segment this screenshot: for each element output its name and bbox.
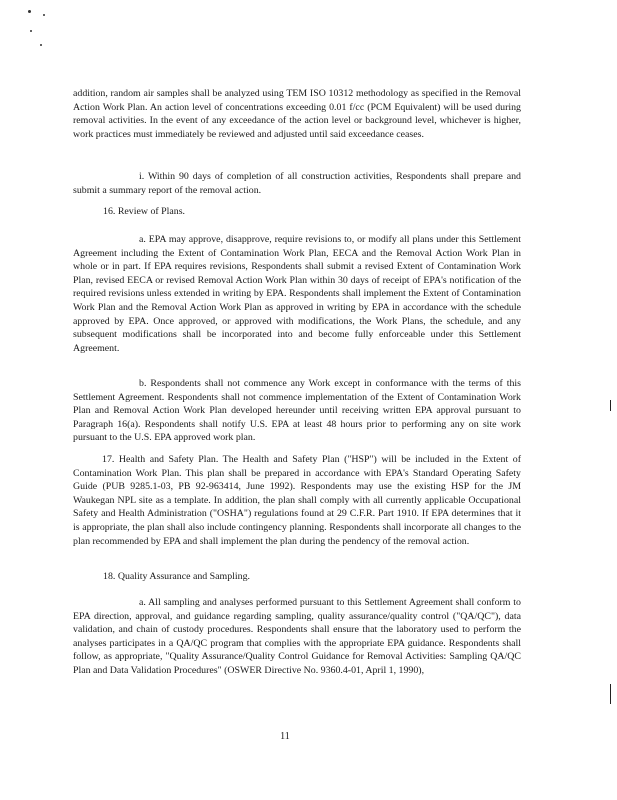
paragraph-16a: a. EPA may approve, disapprove, require revisions to, or modify all plans under this Settlement Agreement including the Extent of Contamination Work Plan, EECA and the Removal Action Work Plan in whole or in part. If EPA requires revisions, Respondents shall submit a revised Extent of Contamination Work Plan, revised EECA or revised Removal Action Work Plan within 30 days of receipt of EPA's notification of the required revisions unless extended in writing by EPA. Respondents shall implement the Extent of Contamination Work Plan and the Removal Action Work Plan as approved in writing by EPA in accordance with the schedule approved by EPA. Once approved, or approved with modifications, the Work Plans, the schedule, and any subsequent modifications shall be incorporated into and become fully enforceable under this Settlement Agreement.	[73, 234, 521, 354]
paragraph-18a: a. All sampling and analyses performed pursuant to this Settlement Agreement shall conform to EPA direction, approval, and guidance regarding sampling, quality assurance/quality control ("QA/QC"), data validation, and chain of custody procedures. Respondents shall ensure that the laboratory used to perform the analyses participates in a QA/QC program that complies with the appropriate EPA guidance. Respondents shall follow, as appropriate, "Quality Assurance/Quality Control Guidance for Removal Activities: Sampling QA/QC Plan and Data Validation Procedures" (OSWER Directive No. 9360.4-01, April 1, 1990),	[73, 597, 521, 676]
scan-speck	[28, 10, 31, 13]
scan-margin-mark	[610, 684, 611, 704]
scan-speck	[40, 44, 42, 46]
paragraph-17: 17. Health and Safety Plan. The Health and Safety Plan ("HSP") will be included in the Extent of Contamination Work Plan. This plan shall be prepared in accordance with EPA's Standard Operating Safety Guide (PUB 9285.1-03, PB 92-963414, June 1992). Respondents may use the existing HSP for the JM Waukegan NPL site as a template. In addition, the plan shall comply with all currently applicable Occupational Safety and Health Administration ("OSHA") regulations found at 29 C.F.R. Part 1910. If EPA determines that it is appropriate, the plan shall also include contingency planning. Respondents shall incorporate all changes to the plan recommended by EPA and shall implement the plan during the pendency of the removal action.	[73, 454, 521, 547]
scan-speck	[30, 30, 32, 32]
page-number: 11	[280, 731, 290, 742]
paragraph-i: i. Within 90 days of completion of all construction activities, Respondents shall prepare and submit a summary report of the removal action.	[73, 171, 521, 196]
paragraph-continued: addition, random air samples shall be analyzed using TEM ISO 10312 methodology as specified in the Removal Action Work Plan. An action level of concentrations exceeding 0.01 f/cc (PCM Equivalent) will be used during removal activities. In the event of any exceedance of the action level or background level, whichever is higher, work practices must immediately be reviewed and adjusted until said exceedance ceases.	[73, 88, 521, 140]
scan-speck	[43, 14, 45, 16]
paragraph-16b: b. Respondents shall not commence any Work except in conformance with the terms of this Settlement Agreement. Respondents shall not commence implementation of the Extent of Contamination Work Plan and Removal Action Work Plan developed hereunder until receiving written EPA approval pursuant to Paragraph 16(a). Respondents shall notify U.S. EPA at least 48 hours prior to performing any on site work pursuant to the U.S. EPA approved work plan.	[73, 378, 521, 444]
scan-margin-mark	[610, 400, 611, 411]
section-heading-18: 18. Quality Assurance and Sampling.	[103, 571, 251, 582]
section-heading-16: 16. Review of Plans.	[103, 206, 186, 217]
